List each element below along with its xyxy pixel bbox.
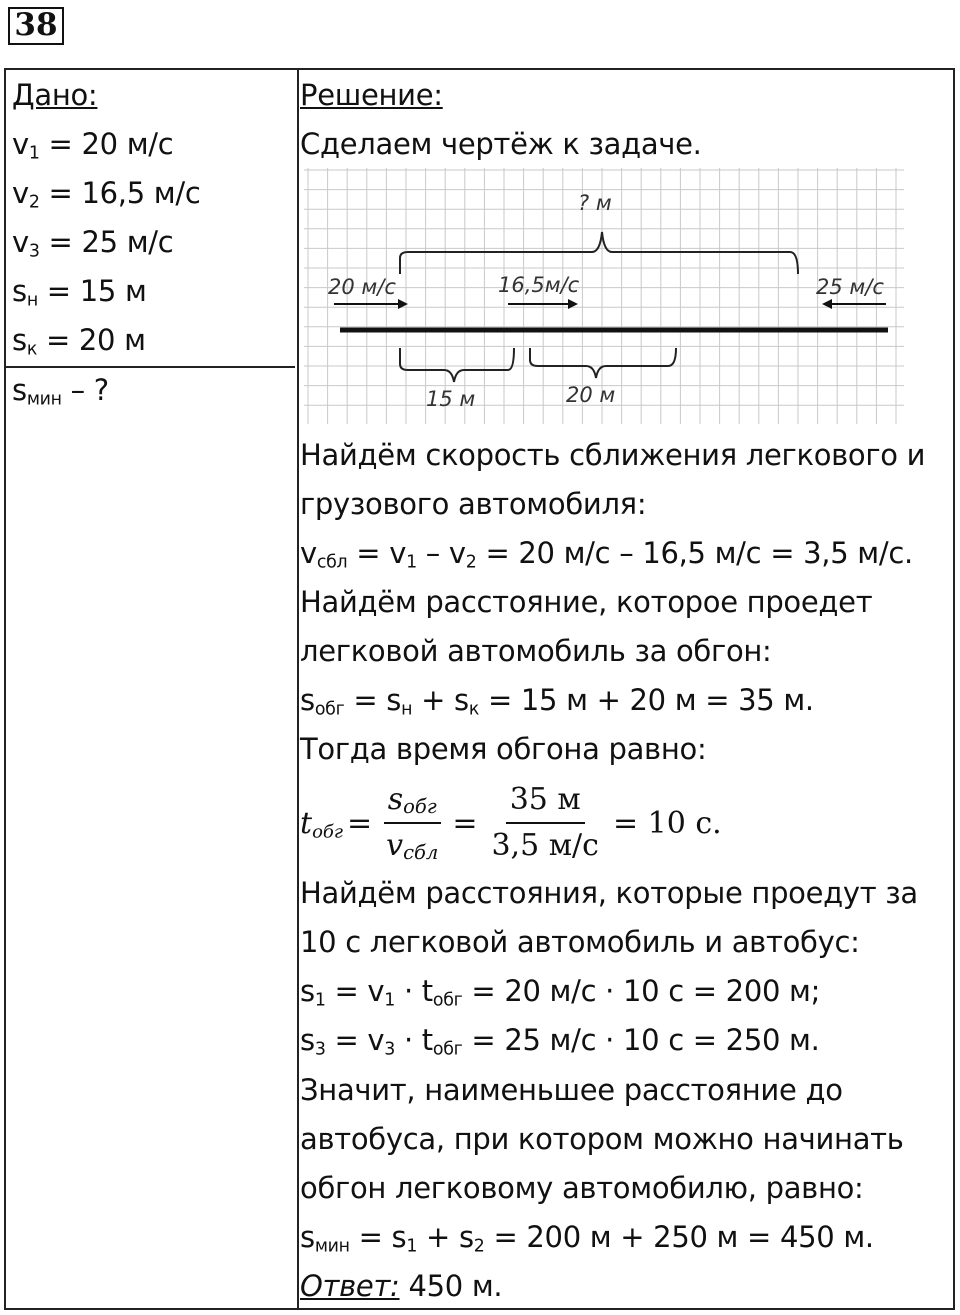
answer-label: Ответ: xyxy=(300,1269,400,1303)
speed-left-label: 20 м/с xyxy=(328,275,396,299)
speed-mid-label: 16,5м/с xyxy=(498,273,580,297)
time-formula: $t_{обг}$ = $\frac{s_{обг}}{v_{сбл}}$ = $\frac{35 м}{3,5 м/с}$ = 10 с. xyxy=(300,776,820,870)
equation-sobg: $s_{обг} = s_н + s_к = 15$ м + 20 м = 35 м. xyxy=(300,683,814,720)
solution-title: Решение: xyxy=(300,78,443,112)
dist-start-label: 15 м xyxy=(426,387,476,411)
fraction-numeric: $\frac{35 м}{3,5 м/с}$ xyxy=(491,782,599,863)
text-p1a: Найдём скорость сближения легкового и xyxy=(300,438,926,472)
brace-start xyxy=(400,348,514,382)
solution-intro: Сделаем чертёж к задаче. xyxy=(300,127,702,161)
given-v1: $v_1 = 20$ м/с xyxy=(12,127,174,164)
answer xyxy=(300,1262,502,1311)
formula-result: = 10 с. xyxy=(612,805,722,841)
formula-lhs: $t_{обг}$ xyxy=(300,805,343,842)
given-title: Дано: xyxy=(12,78,98,112)
text-p1b: грузового автомобиля: xyxy=(300,487,647,521)
equation-s3: $s_3 = v_3 \cdot t_{обг} = 25$ м/с · 10 с = 250 м. xyxy=(300,1023,820,1060)
given-v2: $v_2 = 16,5$ м/с xyxy=(12,176,201,213)
text-p5b: автобуса, при котором можно начинать xyxy=(300,1122,904,1156)
text-p4a: Найдём расстояния, которые проедут за xyxy=(300,876,918,910)
equation-vsbl: $v_{сбл} = v_1 - v_2 = 20$ м/с – 16,5 м/с = 3,5 м/с. xyxy=(300,536,913,573)
text-p4b: 10 с легковой автомобиль и автобус: xyxy=(300,925,860,959)
text-p5c: обгон легковому автомобилю, равно: xyxy=(300,1171,864,1205)
top-distance-label: ? м xyxy=(578,191,612,215)
given-v3: $v_3 = 25$ м/с xyxy=(12,225,174,262)
text-p2b: легковой автомобиль за обгон: xyxy=(300,634,772,668)
find-smin: $s_{мин}$ – ? xyxy=(12,373,109,410)
given-sk: $s_к = 20$ м xyxy=(12,323,146,360)
text-p2a: Найдём расстояние, которое проедет xyxy=(300,585,873,619)
equation-s1: $s_1 = v_1 \cdot t_{обг} = 20$ м/с · 10 с = 200 м; xyxy=(300,974,821,1011)
column-divider xyxy=(297,70,299,1308)
answer-value: 450 м. xyxy=(399,1269,503,1303)
brace-end xyxy=(530,348,676,378)
given-sn: $s_н = 15$ м xyxy=(12,274,147,311)
overtaking-diagram xyxy=(304,168,908,428)
dist-end-label: 20 м xyxy=(566,383,616,407)
fraction-symbolic: $\frac{s_{обг}}{v_{сбл}}$ xyxy=(382,780,442,866)
problem-number: 38 xyxy=(8,7,64,45)
text-p5a: Значит, наименьшее расстояние до xyxy=(300,1073,843,1107)
equation-smin: $s_{мин} = s_1 + s_2 = 200$ м + 250 м = 450 м. xyxy=(300,1220,874,1257)
text-p3: Тогда время обгона равно: xyxy=(300,732,707,766)
speed-right-label: 25 м/с xyxy=(816,275,884,299)
